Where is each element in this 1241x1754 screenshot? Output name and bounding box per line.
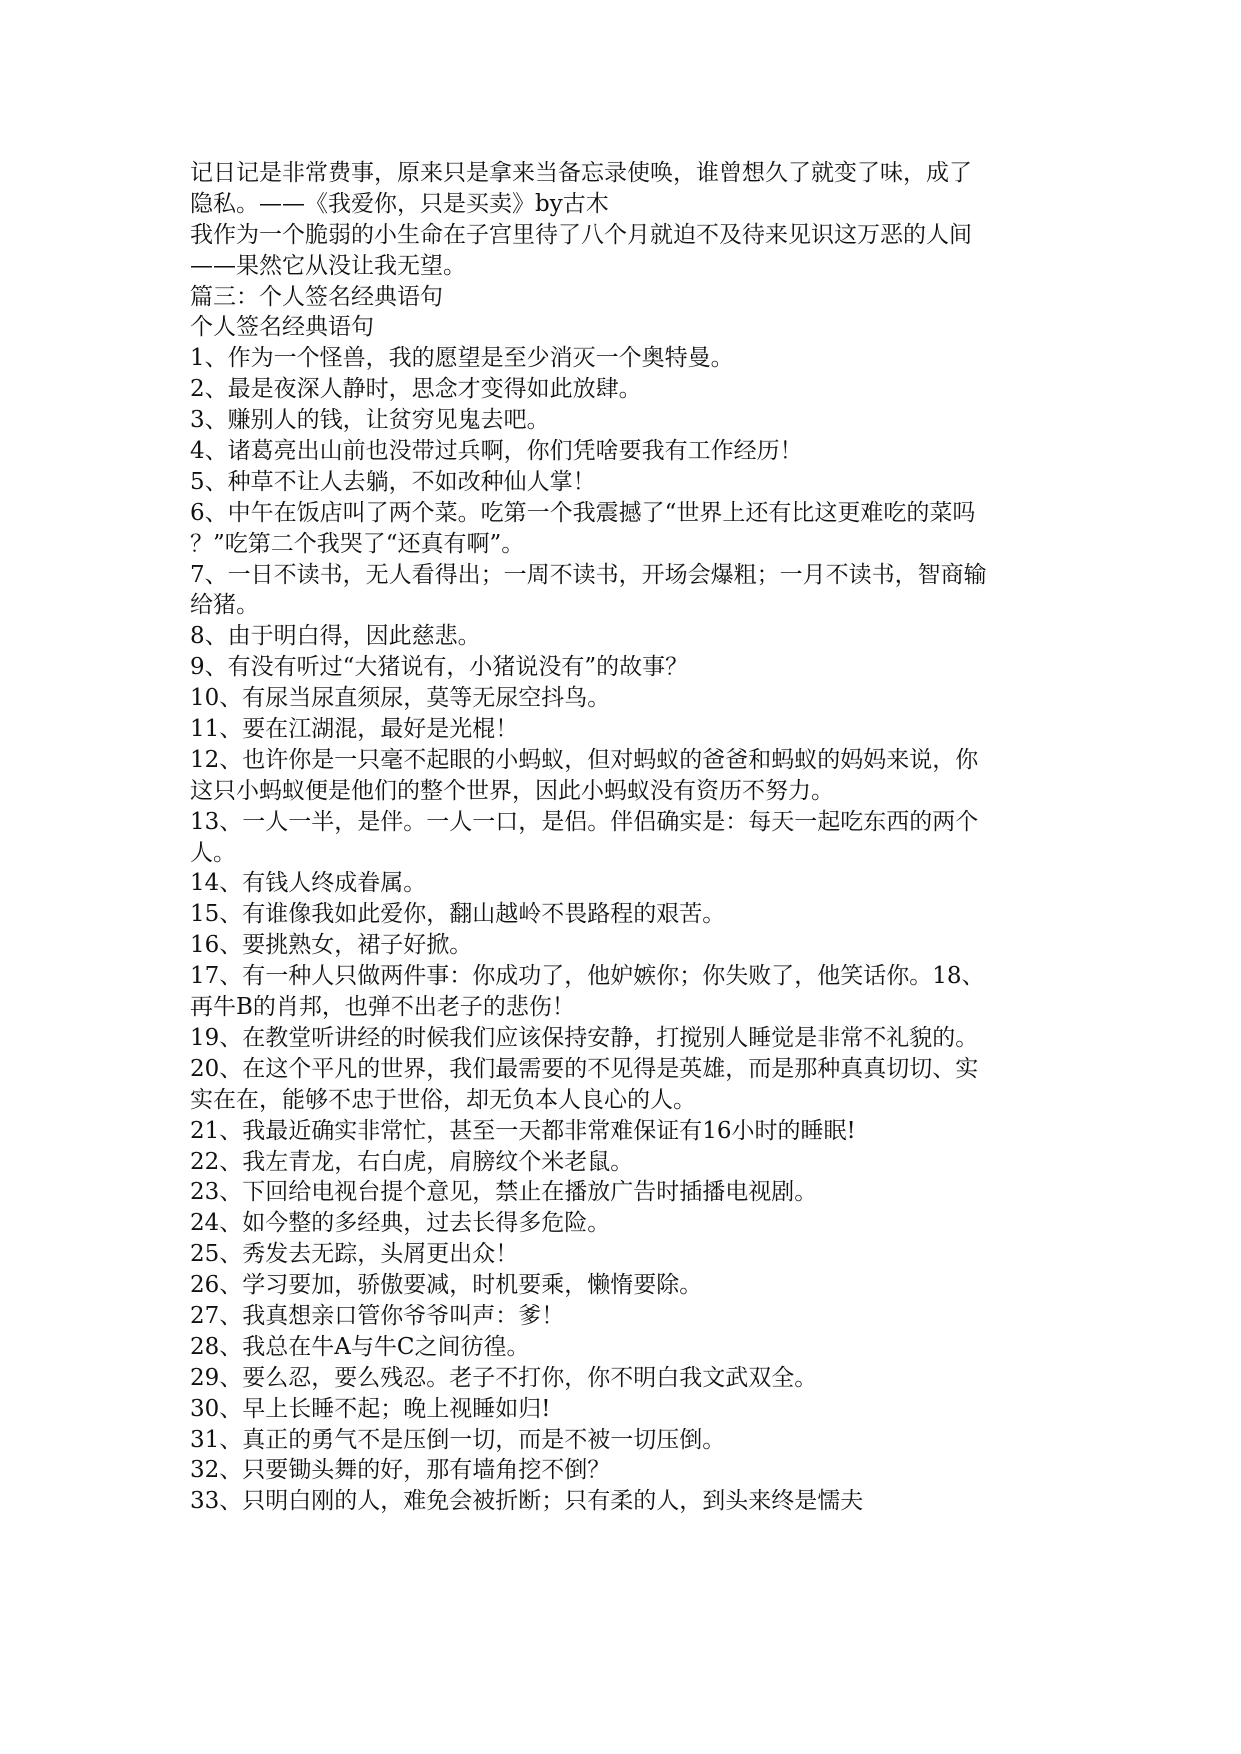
text-line: 2、最是夜深人静时，思念才变得如此放肆。 [190, 376, 642, 403]
text-line: 9、有没有听过“大猪说有，小猪说没有”的故事？ [190, 654, 689, 681]
text-line: 31、真正的勇气不是压倒一切，而是不被一切压倒。 [190, 1426, 726, 1453]
text-line: 再牛B的肖邦，也弹不出老子的悲伤！ [190, 994, 575, 1021]
text-line: 实在在，能够不忠于世俗，却无负本人良心的人。 [190, 1086, 696, 1113]
text-line: 这只小蚂蚁便是他们的整个世界，因此小蚂蚁没有资历不努力。 [190, 777, 834, 804]
text-line: 11、要在江湖混，最好是光棍！ [190, 716, 519, 743]
text-line: 13、一人一半，是伴。一人一口，是侣。伴侣确实是：每天一起吃东西的两个 [190, 808, 979, 835]
text-line: ？”吃第二个我哭了“还真有啊”。 [190, 530, 525, 557]
text-line: 17、有一种人只做两件事：你成功了，他妒嫉你；你失败了，他笑话你。18、 [190, 963, 985, 990]
document-body [190, 158, 1060, 1517]
text-line: 4、诸葛亮出山前也没带过兵啊，你们凭啥要我有工作经历！ [190, 438, 803, 465]
text-line: 29、要么忍，要么残忍。老子不打你，你不明白我文武双全。 [190, 1364, 818, 1391]
text-line: 15、有谁像我如此爱你，翻山越岭不畏路程的艰苦。 [190, 901, 726, 928]
text-line: 3、赚别人的钱，让贫穷见鬼去吧。 [190, 407, 550, 434]
text-line: 个人签名经典语句 [190, 314, 374, 341]
text-line: 14、有钱人终成眷属。 [190, 870, 427, 897]
text-line: 21、我最近确实非常忙，甚至一天都非常难保证有16小时的睡眠! [190, 1117, 856, 1144]
text-line: 23、下回给电视台提个意见，禁止在播放广告时插播电视剧。 [190, 1179, 818, 1206]
text-line: 10、有尿当尿直须尿，莫等无尿空抖鸟。 [190, 685, 611, 712]
text-line: 32、只要锄头舞的好，那有墙角挖不倒？ [190, 1457, 611, 1484]
text-line: 16、要挑熟女，裙子好掀。 [190, 932, 473, 959]
text-line: 25、秀发去无踪，头屑更出众！ [190, 1241, 519, 1268]
text-line: 给猪。 [190, 592, 259, 619]
text-line: 8、由于明白得，因此慈悲。 [190, 623, 481, 650]
text-line: 人。 [190, 839, 236, 866]
text-line: 隐私。——《我爱你，只是买卖》by古木 [190, 190, 609, 217]
text-line: 记日记是非常费事，原来只是拿来当备忘录使唤，谁曾想久了就变了味，成了 [190, 160, 972, 186]
text-line: 7、一日不读书，无人看得出；一周不读书，开场会爆粗；一月不读书，智商输 [190, 561, 987, 588]
text-line: 24、如今整的多经典，过去长得多危险。 [190, 1210, 611, 1237]
text-line: 5、种草不让人去躺，不如改种仙人掌！ [190, 468, 596, 495]
text-line: 20、在这个平凡的世界，我们最需要的不见得是英雄，而是那种真真切切、实 [190, 1055, 979, 1082]
text-line: 33、只明白刚的人，难免会被折断；只有柔的人，到头来终是懦夫 [190, 1488, 864, 1515]
text-line: 19、在教堂听讲经的时候我们应该保持安静，打搅别人睡觉是非常不礼貌的。 [190, 1024, 979, 1051]
text-line: 6、中午在饭店叫了两个菜。吃第一个我震撼了“世界上还有比这更难吃的菜吗 [190, 499, 976, 526]
text-line: 30、早上长睡不起；晚上视睡如归! [190, 1395, 551, 1422]
text-line: 1、作为一个怪兽，我的愿望是至少消灭一个奥特曼。 [190, 345, 734, 372]
text-line: 26、学习要加，骄傲要减，时机要乘，懒惰要除。 [190, 1272, 703, 1299]
text-line: 12、也许你是一只毫不起眼的小蚂蚁，但对蚂蚁的爸爸和蚂蚁的妈妈来说，你 [190, 746, 979, 773]
text-line: 我作为一个脆弱的小生命在子宫里待了八个月就迫不及待来见识这万恶的人间 [190, 221, 972, 248]
text-line: ——果然它从没让我无望。 [190, 252, 466, 279]
text-line: 篇三：个人签名经典语句 [190, 283, 443, 310]
text-line: 27、我真想亲口管你爷爷叫声：爹！ [190, 1302, 565, 1329]
text-line: 22、我左青龙，右白虎，肩膀纹个米老鼠。 [190, 1148, 634, 1175]
text-line: 28、我总在牛A与牛C之间彷徨。 [190, 1333, 530, 1360]
